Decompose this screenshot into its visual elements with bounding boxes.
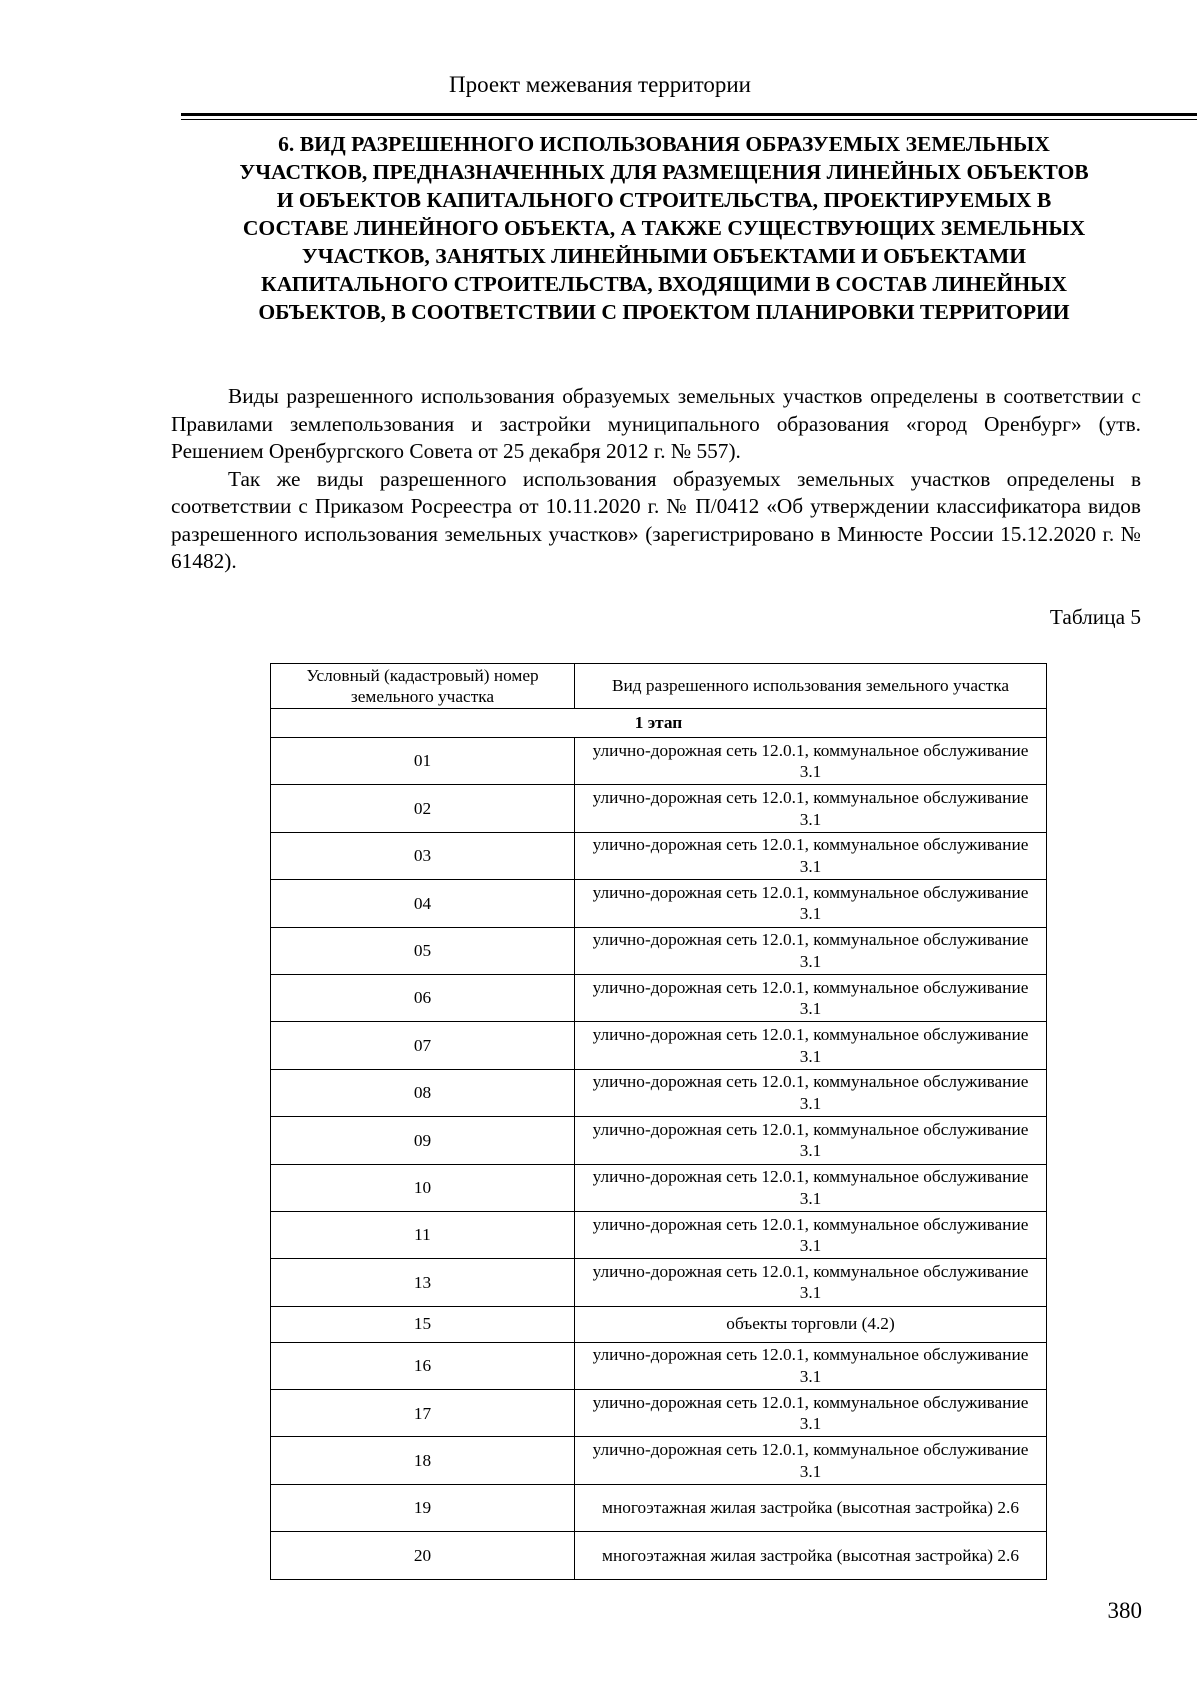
table-row — [271, 785, 1047, 832]
permitted-use-cell: улично-дорожная сеть 12.0.1, коммунальное обслуживание 3.1 — [575, 1211, 1047, 1258]
parcel-number-cell: 16 — [271, 1342, 575, 1389]
column-header-use: Вид разрешенного использования земельного участка — [575, 664, 1047, 709]
permitted-use-cell: объекты торговли (4.2) — [575, 1306, 1047, 1342]
header-rule-thin — [181, 119, 1197, 120]
heading-line: УЧАСТКОВ, ЗАНЯТЫХ ЛИНЕЙНЫМИ ОБЪЕКТАМИ И ОБЪЕКТАМИ — [301, 244, 1027, 268]
table-row — [271, 880, 1047, 927]
table-row — [271, 927, 1047, 974]
stage-row — [271, 709, 1047, 738]
heading-line: 6. ВИД РАЗРЕШЕННОГО ИСПОЛЬЗОВАНИЯ ОБРАЗУЕМЫХ ЗЕМЕЛЬНЫХ — [278, 132, 1050, 156]
permitted-use-cell: улично-дорожная сеть 12.0.1, коммунальное обслуживание 3.1 — [575, 974, 1047, 1021]
permitted-use-cell: улично-дорожная сеть 12.0.1, коммунальное обслуживание 3.1 — [575, 738, 1047, 785]
parcel-number-cell: 06 — [271, 974, 575, 1021]
parcel-number-cell: 19 — [271, 1484, 575, 1531]
page-number: 380 — [1107, 1598, 1142, 1623]
parcel-number-cell: 13 — [271, 1259, 575, 1306]
parcel-number-cell: 07 — [271, 1022, 575, 1069]
permitted-use-cell: улично-дорожная сеть 12.0.1, коммунальное обслуживание 3.1 — [575, 927, 1047, 974]
table-row — [271, 1484, 1047, 1531]
paragraph-pzz: Виды разрешенного использования образуемых земельных участков определены в соответствии с Правилами землепользования и застройки муниципального образования «город Оренбург» (утв. Решением Оренбургского Совета от 25 декабря 2012 г. № 557). — [171, 384, 1141, 463]
document-header-title: Проект межевания территории — [449, 72, 751, 97]
stage-label: 1 этап — [271, 709, 1047, 738]
header-rule-thick — [181, 113, 1197, 116]
table-row — [271, 1022, 1047, 1069]
parcel-number-cell: 09 — [271, 1117, 575, 1164]
parcel-number-cell: 04 — [271, 880, 575, 927]
permitted-use-cell: улично-дорожная сеть 12.0.1, коммунальное обслуживание 3.1 — [575, 1022, 1047, 1069]
table-caption: Таблица 5 — [1049, 605, 1141, 629]
parcel-number-cell: 15 — [271, 1306, 575, 1342]
parcel-number-cell: 11 — [271, 1211, 575, 1258]
column-header-number: Условный (кадастровый) номер земельного участка — [271, 664, 575, 709]
parcel-number-cell: 08 — [271, 1069, 575, 1116]
table-header-row — [271, 664, 1047, 709]
permitted-use-cell: улично-дорожная сеть 12.0.1, коммунальное обслуживание 3.1 — [575, 1437, 1047, 1484]
parcel-number-cell: 05 — [271, 927, 575, 974]
heading-line: УЧАСТКОВ, ПРЕДНАЗНАЧЕННЫХ ДЛЯ РАЗМЕЩЕНИЯ ЛИНЕЙНЫХ ОБЪЕКТОВ — [239, 160, 1089, 184]
permitted-use-cell: улично-дорожная сеть 12.0.1, коммунальное обслуживание 3.1 — [575, 1390, 1047, 1437]
permitted-use-cell: улично-дорожная сеть 12.0.1, коммунальное обслуживание 3.1 — [575, 832, 1047, 879]
paragraph-rosreestr: Так же виды разрешенного использования образуемых земельных участков определены в соответствии с Приказом Росреестра от 10.11.2020 г. № П/0412 «Об утверждении классификатора видов разрешенного использования земельных участков» (зарегистрировано в Минюсте России 15.12.2020 г. № 61482). — [171, 466, 1141, 573]
table-row — [271, 974, 1047, 1021]
table-row — [271, 1437, 1047, 1484]
permitted-use-cell: улично-дорожная сеть 12.0.1, коммунальное обслуживание 3.1 — [575, 1069, 1047, 1116]
body-text — [171, 383, 1141, 576]
permitted-use-cell: улично-дорожная сеть 12.0.1, коммунальное обслуживание 3.1 — [575, 1342, 1047, 1389]
table-row — [271, 1069, 1047, 1116]
permitted-use-cell: улично-дорожная сеть 12.0.1, коммунальное обслуживание 3.1 — [575, 1259, 1047, 1306]
permitted-use-cell: улично-дорожная сеть 12.0.1, коммунальное обслуживание 3.1 — [575, 1164, 1047, 1211]
parcel-number-cell: 10 — [271, 1164, 575, 1211]
table-row — [271, 832, 1047, 879]
table-row — [271, 1211, 1047, 1258]
permitted-use-cell: улично-дорожная сеть 12.0.1, коммунальное обслуживание 3.1 — [575, 1117, 1047, 1164]
permitted-use-cell: улично-дорожная сеть 12.0.1, коммунальное обслуживание 3.1 — [575, 785, 1047, 832]
section-heading — [174, 130, 1154, 326]
parcel-number-cell: 20 — [271, 1532, 575, 1579]
heading-line: СОСТАВЕ ЛИНЕЙНОГО ОБЪЕКТА, А ТАКЖЕ СУЩЕСТВУЮЩИХ ЗЕМЕЛЬНЫХ — [242, 216, 1086, 240]
table-row — [271, 1306, 1047, 1342]
table-row — [271, 1164, 1047, 1211]
parcel-number-cell: 03 — [271, 832, 575, 879]
table-row — [271, 1342, 1047, 1389]
heading-line: И ОБЪЕКТОВ КАПИТАЛЬНОГО СТРОИТЕЛЬСТВА, ПРОЕКТИРУЕМЫХ В — [276, 188, 1052, 212]
heading-line: КАПИТАЛЬНОГО СТРОИТЕЛЬСТВА, ВХОДЯЩИМИ В СОСТАВ ЛИНЕЙНЫХ — [261, 272, 1067, 296]
parcel-number-cell: 17 — [271, 1390, 575, 1437]
heading-line: ОБЪЕКТОВ, В СООТВЕТСТВИИ С ПРОЕКТОМ ПЛАНИРОВКИ ТЕРРИТОРИИ — [258, 300, 1070, 324]
permitted-use-cell: многоэтажная жилая застройка (высотная застройка) 2.6 — [575, 1532, 1047, 1579]
table-row — [271, 1117, 1047, 1164]
land-use-table — [270, 663, 1047, 1580]
parcel-number-cell: 02 — [271, 785, 575, 832]
permitted-use-cell: улично-дорожная сеть 12.0.1, коммунальное обслуживание 3.1 — [575, 880, 1047, 927]
permitted-use-cell: многоэтажная жилая застройка (высотная застройка) 2.6 — [575, 1484, 1047, 1531]
parcel-number-cell: 18 — [271, 1437, 575, 1484]
table-row — [271, 1259, 1047, 1306]
parcel-number-cell: 01 — [271, 738, 575, 785]
table-row — [271, 1532, 1047, 1579]
table-row — [271, 738, 1047, 785]
table-row — [271, 1390, 1047, 1437]
